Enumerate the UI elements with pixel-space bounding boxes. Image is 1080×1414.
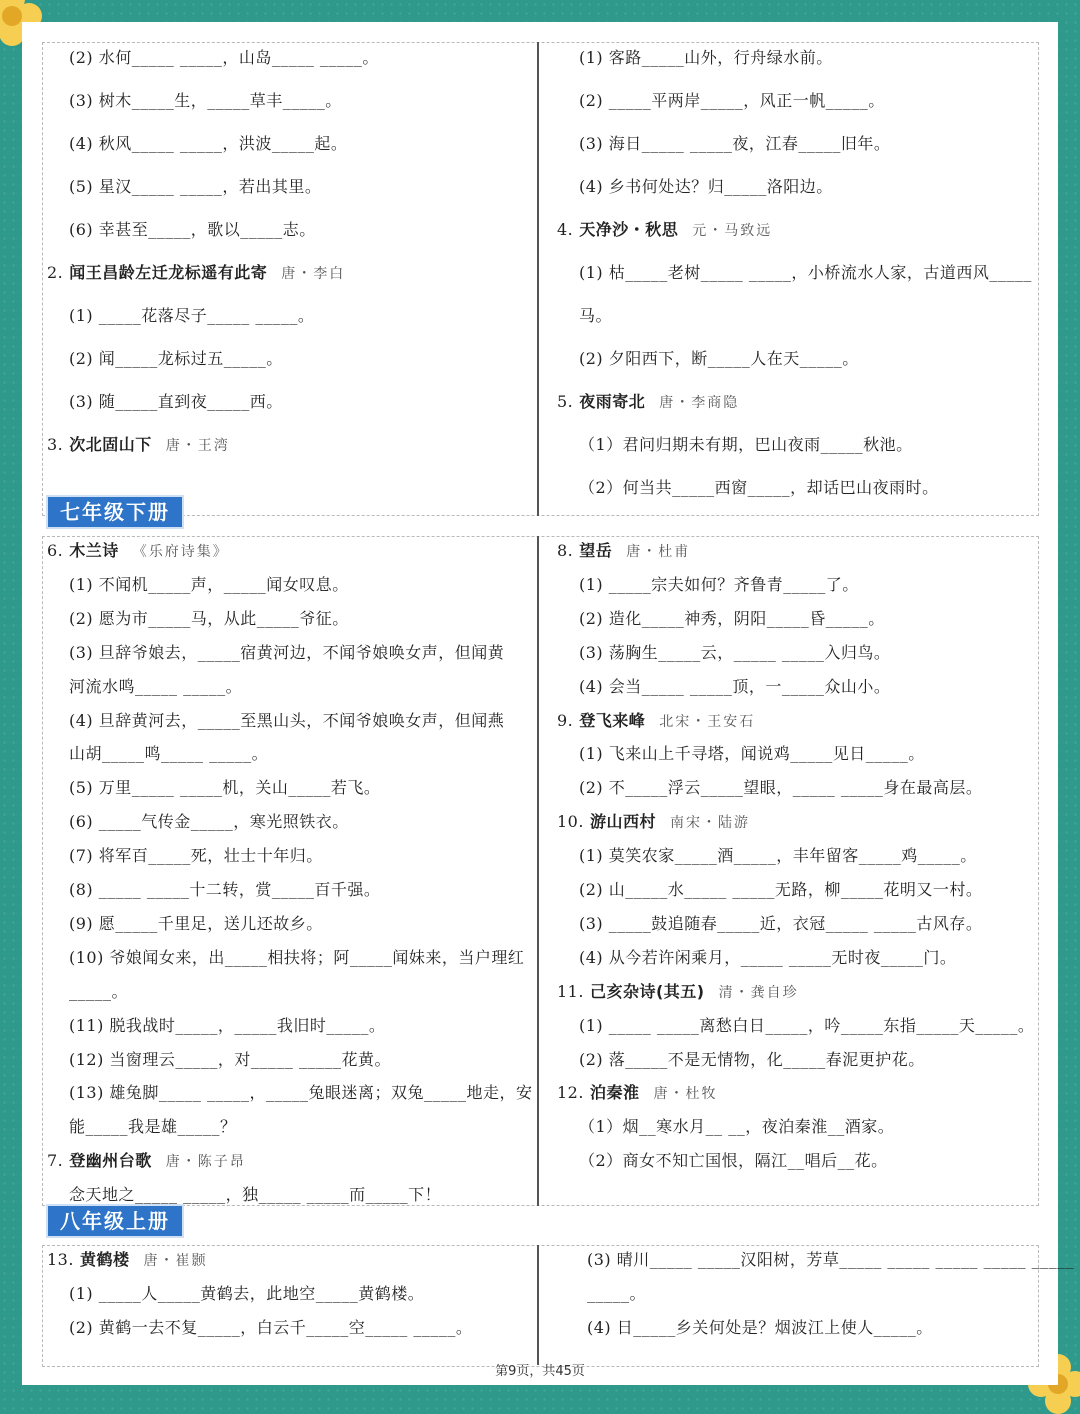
fill-blank-line: (2) _____平两岸_____，风正一帆_____。 — [579, 91, 885, 110]
fill-blank-line: (2) 黄鹤一去不复_____，白云千_____空_____ _____。 — [69, 1318, 473, 1337]
fill-blank-line: 马。 — [579, 306, 613, 325]
fill-blank-line: （2）何当共_____西窗_____，却话巴山夜雨时。 — [579, 478, 939, 497]
fill-blank-line: (3) 旦辞爷娘去，_____宿黄河边，不闻爷娘唤女声，但闻黄 — [69, 642, 505, 662]
poem-author: 清・龚自珍 — [718, 984, 799, 1001]
poem-heading — [47, 434, 230, 457]
poem-title: 泊秦淮 — [589, 1083, 640, 1103]
fill-blank-line: (3) 荡胸生_____云，_____ _____入归鸟。 — [579, 642, 891, 662]
fill-blank-line: （2）商女不知亡国恨，隔江__唱后__花。 — [579, 1151, 888, 1171]
poem-title: 木兰诗 — [69, 541, 119, 560]
poem-heading — [47, 1150, 246, 1173]
fill-blank-line: (4) 旦辞黄河去，_____至黑山头，不闻爷娘唤女声，但闻燕 — [69, 710, 505, 730]
fill-blank-line: 能_____我是雄_____？ — [69, 1117, 237, 1137]
exercise-box-2 — [42, 536, 1039, 1206]
fill-blank-line: （1）君问归期未有期，巴山夜雨_____秋池。 — [579, 435, 913, 454]
poem-author: 唐・李白 — [281, 266, 346, 282]
column-divider — [537, 536, 539, 1206]
fill-blank-line: (10) 爷娘闻女来，出_____相扶将；阿_____闻妹来，当户理红 — [69, 947, 525, 967]
poem-heading — [557, 219, 772, 242]
poem-heading — [47, 540, 229, 563]
poem-number: 12. — [557, 1083, 584, 1103]
fill-blank-line: (4) 从今若许闲乘月，_____ _____无时夜_____门。 — [579, 947, 957, 967]
poem-title: 次北固山下 — [69, 435, 152, 454]
fill-blank-line: (2) 落_____不是无情物，化_____春泥更护花。 — [579, 1049, 925, 1069]
fill-blank-line: (5) 万里_____ _____机，关山_____若飞。 — [69, 778, 381, 798]
fill-blank-line: (3) 晴川_____ _____汉阳树，芳草_____ _____ _____ _____ _____ — [587, 1250, 1075, 1269]
poem-number: 11. — [557, 981, 584, 1001]
poem-number: 9. — [557, 710, 574, 730]
fill-blank-line: 念天地之_____ _____，独_____ _____而_____下！ — [69, 1185, 442, 1205]
poem-number: 10. — [557, 812, 584, 832]
fill-blank-line: (2) 不_____浮云_____望眼，_____ _____身在最高层。 — [579, 778, 983, 798]
poem-title: 天净沙・秋思 — [579, 220, 679, 239]
column-divider — [537, 1245, 539, 1365]
fill-blank-line: (1) 客路_____山外，行舟绿水前。 — [579, 48, 833, 67]
poem-author: 元・马致远 — [692, 223, 773, 239]
poem-title: 闻王昌龄左迁龙标遥有此寄 — [69, 263, 268, 282]
fill-blank-line: (11) 脱我战时_____，_____我旧时_____。 — [69, 1015, 386, 1035]
poem-number: 2. — [47, 263, 64, 282]
poem-title: 己亥杂诗(其五) — [589, 981, 705, 1001]
fill-blank-line: (4) 秋风_____ _____，洪波_____起。 — [69, 134, 348, 153]
poem-heading — [557, 811, 750, 834]
fill-blank-line: (3) 海日_____ _____夜，江春_____旧年。 — [579, 134, 891, 153]
section-banner-grade8-up: 八年级上册 — [46, 1204, 184, 1238]
poem-author: 南宋・陆游 — [669, 815, 750, 832]
fill-blank-line: (4) 日_____乡关何处是？烟波江上使人_____。 — [587, 1318, 933, 1337]
poem-number: 3. — [47, 435, 64, 454]
poem-heading — [557, 391, 739, 414]
fill-blank-line: (2) 闻_____龙标过五_____。 — [69, 349, 283, 368]
fill-blank-line: 河流水鸣_____ _____。 — [69, 676, 243, 696]
poem-heading — [557, 981, 799, 1004]
fill-blank-line: (7) 将军百_____死，壮士十年归。 — [69, 846, 323, 866]
poem-author: 《乐府诗集》 — [132, 544, 229, 560]
fill-blank-line: (2) 水何_____ _____，山岛_____ _____。 — [69, 48, 379, 67]
fill-blank-line: (3) _____鼓追随春_____近，衣冠_____ _____古风存。 — [579, 913, 983, 933]
poem-title: 夜雨寄北 — [579, 392, 646, 411]
poem-number: 7. — [47, 1151, 64, 1171]
poem-title: 望岳 — [579, 541, 613, 560]
section-banner-grade7-down: 七年级下册 — [46, 495, 184, 529]
fill-blank-line: (1) 飞来山上千寻塔，闻说鸡_____见日_____。 — [579, 744, 925, 764]
poem-title: 游山西村 — [589, 812, 656, 832]
fill-blank-line: (3) 随_____直到夜_____西。 — [69, 392, 283, 411]
fill-blank-line: (9) 愿_____千里足，送儿还故乡。 — [69, 913, 323, 933]
fill-blank-line: (5) 星汉_____ _____，若出其里。 — [69, 177, 322, 196]
poem-heading — [47, 1249, 207, 1272]
fill-blank-line: (4) 乡书何处达？归_____洛阳边。 — [579, 177, 833, 196]
fill-blank-line: (2) 造化_____神秀，阴阳_____昏_____。 — [579, 608, 885, 628]
column-divider — [537, 42, 539, 516]
fill-blank-line: (1) _____ _____离愁白日_____，吟_____东指_____天_____。 — [579, 1015, 1035, 1035]
poem-number: 13. — [47, 1250, 74, 1269]
fill-blank-line: (6) 幸甚至_____，歌以_____志。 — [69, 220, 316, 239]
fill-blank-line: （1）烟__寒水月__ __，夜泊秦淮__酒家。 — [579, 1117, 895, 1137]
fill-blank-line: (1) _____花落尽子_____ _____。 — [69, 306, 315, 325]
fill-blank-line: (6) _____气传金_____，寒光照铁衣。 — [69, 812, 349, 832]
poem-author: 唐・陈子昂 — [165, 1154, 246, 1171]
poem-author: 唐・杜甫 — [626, 544, 691, 560]
poem-number: 6. — [47, 541, 64, 560]
fill-blank-line: (12) 当窗理云_____，对_____ _____花黄。 — [69, 1049, 392, 1069]
poem-number: 5. — [557, 392, 574, 411]
poem-number: 8. — [557, 541, 574, 560]
page-footer: 第9页，共45页 — [495, 1364, 585, 1379]
poem-author: 北宋・王安石 — [659, 713, 756, 730]
fill-blank-line: (1) _____人_____黄鹤去，此地空_____黄鹤楼。 — [69, 1284, 425, 1303]
fill-blank-line: (4) 会当_____ _____顶，一_____众山小。 — [579, 676, 891, 696]
fill-blank-line: (3) 树木_____生，_____草丰_____。 — [69, 91, 342, 110]
fill-blank-line: (1) 不闻机_____声，_____闻女叹息。 — [69, 574, 349, 594]
fill-blank-line: (1) _____宗夫如何？齐鲁青_____了。 — [579, 574, 859, 594]
fill-blank-line: (2) 山_____水_____ _____无路，柳_____花明又一村。 — [579, 880, 983, 899]
fill-blank-line: (13) 雄兔脚_____ _____，_____兔眼迷离；双兔_____地走，安 — [69, 1083, 533, 1103]
poem-author: 唐・李商隐 — [659, 395, 740, 411]
fill-blank-line: _____。 — [587, 1284, 647, 1303]
fill-blank-line: (1) 枯_____老树_____ _____，小桥流水人家，古道西风_____ — [579, 263, 1032, 282]
poem-author: 唐・杜牧 — [653, 1086, 718, 1103]
fill-blank-line: 山胡_____鸣_____ _____。 — [69, 744, 269, 764]
poem-heading — [47, 262, 345, 285]
worksheet-page — [22, 22, 1075, 1385]
fill-blank-line: (1) 莫笑农家_____酒_____，丰年留客_____鸡_____。 — [579, 846, 977, 866]
poem-heading — [557, 1082, 717, 1105]
poem-author: 唐・王湾 — [165, 438, 230, 454]
poem-title: 登幽州台歌 — [69, 1151, 152, 1171]
poem-title: 登飞来峰 — [579, 710, 646, 730]
poem-heading — [557, 710, 755, 733]
poem-title: 黄鹤楼 — [79, 1250, 130, 1269]
fill-blank-line: (8) _____ _____十二转，赏_____百千强。 — [69, 880, 381, 899]
fill-blank-line: _____。 — [69, 981, 129, 1001]
fill-blank-line: (2) 愿为市_____马，从此_____爷征。 — [69, 608, 349, 628]
poem-number: 4. — [557, 220, 574, 239]
poem-heading — [557, 540, 690, 563]
poem-author: 唐・崔颢 — [143, 1253, 208, 1269]
fill-blank-line: (2) 夕阳西下，断_____人在天_____。 — [579, 349, 859, 368]
